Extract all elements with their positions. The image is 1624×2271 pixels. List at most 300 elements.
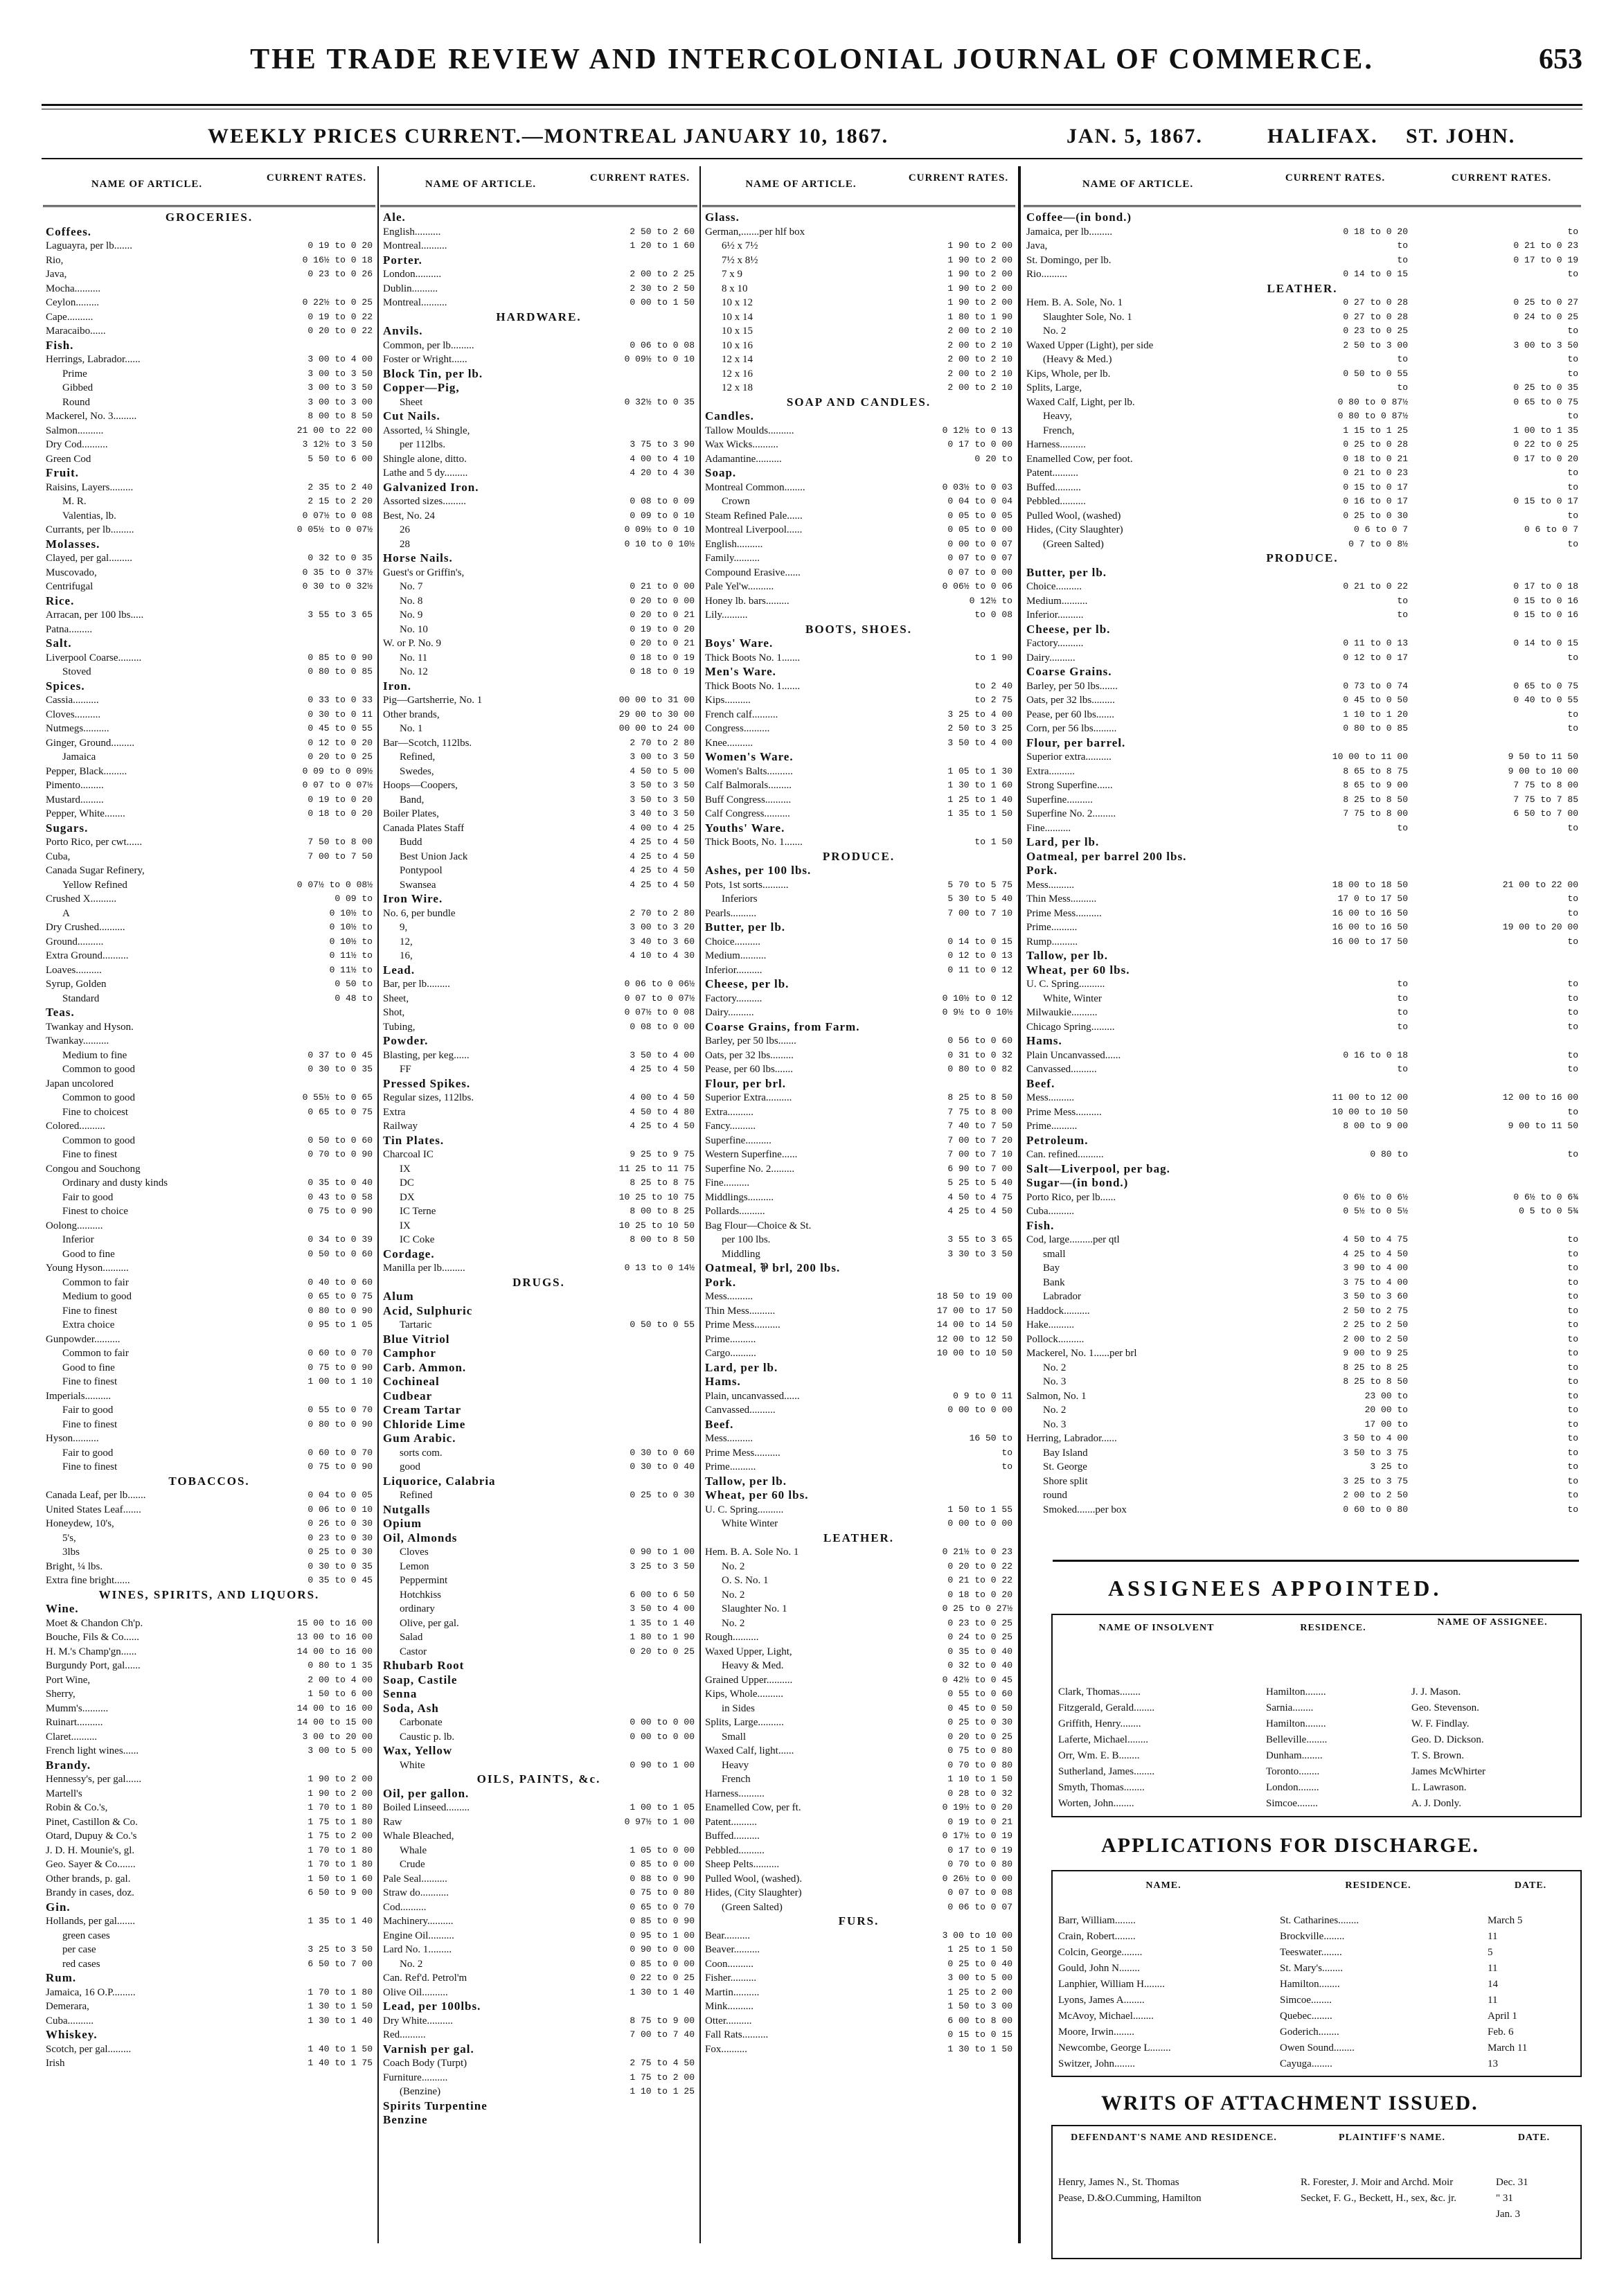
current-rate: 3 25 to 3 50 bbox=[307, 1944, 373, 1954]
current-rate: 0 90 to 0 00 bbox=[630, 1944, 695, 1954]
price-row bbox=[1024, 253, 1581, 268]
price-row bbox=[380, 523, 697, 537]
article-name: Mess.......... bbox=[705, 1291, 753, 1302]
article-name: Lard, per lb. bbox=[1026, 835, 1100, 848]
article-name: No. 10 bbox=[400, 623, 428, 635]
article-name: Salad bbox=[400, 1632, 423, 1643]
current-rate: 8 25 to 8 50 bbox=[947, 1092, 1012, 1103]
current-rate: 0 5½ to 0 5½ bbox=[1343, 1206, 1408, 1216]
current-rate: 0 6 to 0 7 bbox=[1353, 524, 1408, 535]
current-rate: 1 90 to 2 00 bbox=[947, 297, 1012, 308]
price-row bbox=[43, 1560, 375, 1574]
article-name: French light wines...... bbox=[46, 1745, 139, 1756]
price-row bbox=[43, 1134, 375, 1148]
article-name: Chloride Lime bbox=[383, 1417, 466, 1431]
table-cell: Toronto........ bbox=[1266, 1766, 1320, 1777]
current-rate: 23 00 to bbox=[1364, 1390, 1408, 1401]
current-rate: 0 97½ to 1 00 bbox=[624, 1816, 695, 1827]
article-name: Cheese, per lb. bbox=[705, 977, 789, 990]
current-rate: 2 00 to 2 50 bbox=[1343, 1333, 1408, 1344]
article-name: Loaves.......... bbox=[46, 964, 102, 976]
article-name: French calf.......... bbox=[705, 709, 778, 720]
article-name: Olive Oil.......... bbox=[383, 1986, 448, 1998]
price-row bbox=[43, 1844, 375, 1858]
halifax-date: JAN. 5, 1867. bbox=[1067, 125, 1203, 148]
article-name: Wine. bbox=[46, 1602, 79, 1615]
current-rate: 0 50 to bbox=[334, 979, 373, 989]
article-name: in Sides bbox=[722, 1702, 755, 1714]
category-heading bbox=[1024, 1034, 1581, 1049]
article-name: Bag Flour—Choice & St. bbox=[705, 1220, 812, 1231]
price-row bbox=[702, 267, 1015, 282]
current-rate: 4 25 to 4 50 bbox=[630, 837, 695, 847]
montreal-column-3 bbox=[702, 166, 1015, 2243]
price-row bbox=[702, 1006, 1015, 1020]
article-name: Factory.......... bbox=[1026, 638, 1084, 649]
article-name: Cuba.......... bbox=[1026, 1206, 1075, 1217]
current-rate: 3 25 to 3 50 bbox=[630, 1560, 695, 1571]
price-row bbox=[702, 452, 1015, 467]
article-name: Hides, (City Slaughter) bbox=[705, 1887, 802, 1898]
price-row bbox=[1024, 395, 1581, 410]
current-rate: 1 50 to 1 60 bbox=[307, 1873, 373, 1884]
current-rate: to 2 75 bbox=[974, 695, 1012, 705]
stjohn-rate: 0 5 to 0 5¾ bbox=[1519, 1206, 1578, 1216]
current-rate: 1 05 to 1 30 bbox=[947, 765, 1012, 776]
article-name: Centrifugal bbox=[46, 581, 93, 592]
current-rate: 2 70 to 2 80 bbox=[630, 737, 695, 748]
stjohn-rate: 7 75 to 7 85 bbox=[1513, 794, 1578, 805]
article-name: Fine to finest bbox=[62, 1461, 118, 1472]
category-heading bbox=[702, 920, 1015, 935]
current-rate: 0 75 to 0 90 bbox=[307, 1206, 373, 1216]
price-row bbox=[702, 1588, 1015, 1603]
price-row bbox=[43, 708, 375, 722]
price-row bbox=[43, 1957, 375, 1972]
current-rate: 3 00 to 4 00 bbox=[307, 354, 373, 364]
article-name: Brandy. bbox=[46, 1758, 91, 1772]
article-name: Hennessy's, per gal...... bbox=[46, 1774, 142, 1785]
article-name: Wax, Yellow bbox=[383, 1744, 453, 1757]
article-name: Dry White.......... bbox=[383, 2015, 453, 2027]
current-rate: to bbox=[1397, 822, 1408, 833]
article-name: No. 2 bbox=[722, 1560, 745, 1572]
price-row bbox=[43, 793, 375, 808]
price-row bbox=[43, 1943, 375, 1957]
price-row bbox=[43, 807, 375, 821]
stjohn-rate: to bbox=[1567, 992, 1578, 1004]
current-rate: 0 10½ to bbox=[329, 907, 373, 918]
price-row bbox=[43, 1730, 375, 1745]
price-row bbox=[702, 1503, 1015, 1517]
article-name: per case bbox=[62, 1944, 96, 1955]
article-name: Pontypool bbox=[400, 865, 443, 876]
category-heading bbox=[380, 1375, 697, 1389]
price-row bbox=[380, 1900, 697, 1915]
price-row bbox=[702, 807, 1015, 821]
current-rate: 16 00 to 17 50 bbox=[1332, 936, 1408, 947]
price-row bbox=[380, 1801, 697, 1815]
price-row bbox=[702, 1943, 1015, 1957]
article-name: U. C. Spring.......... bbox=[1026, 979, 1105, 990]
article-name: Labrador bbox=[1043, 1291, 1081, 1302]
current-rate: 9 00 to 9 25 bbox=[1343, 1348, 1408, 1358]
current-rate: 2 00 to 2 10 bbox=[947, 382, 1012, 393]
current-rate: 0 85 to 0 00 bbox=[630, 1859, 695, 1869]
price-row bbox=[702, 1219, 1015, 1234]
price-row bbox=[380, 2056, 697, 2071]
price-row bbox=[1024, 1049, 1581, 1063]
price-row bbox=[43, 1077, 375, 1092]
price-row bbox=[43, 1702, 375, 1716]
article-name: Copper—Pig, bbox=[383, 381, 460, 394]
article-name: White, Winter bbox=[1043, 992, 1102, 1004]
current-rate: 4 00 to 4 10 bbox=[630, 453, 695, 464]
table-cell: Smyth, Thomas........ bbox=[1058, 1782, 1145, 1793]
article-name: Band, bbox=[400, 794, 425, 805]
price-row bbox=[1024, 778, 1581, 793]
price-row bbox=[380, 878, 697, 893]
price-row bbox=[43, 878, 375, 893]
article-name: Beaver.......... bbox=[705, 1944, 760, 1955]
current-rate: 4 10 to 4 30 bbox=[630, 950, 695, 961]
article-name: Bouche, Fils & Co...... bbox=[46, 1632, 140, 1643]
category-heading bbox=[1024, 835, 1581, 850]
article-name: Pork. bbox=[705, 1275, 737, 1289]
category-heading bbox=[380, 367, 697, 382]
price-row bbox=[1024, 1503, 1581, 1517]
article-name: Compound Erasive...... bbox=[705, 567, 801, 578]
current-rate: 0 80 to 0 87½ bbox=[1337, 411, 1408, 421]
current-rate: 0 32½ to 0 35 bbox=[624, 396, 695, 407]
article-name: Other brands, p. gal. bbox=[46, 1873, 131, 1885]
price-row bbox=[380, 949, 697, 963]
price-row bbox=[380, 651, 697, 666]
article-name: Honey lb. bars......... bbox=[705, 595, 789, 607]
article-name: Common to good bbox=[62, 1064, 136, 1075]
current-rate: 29 00 to 30 00 bbox=[618, 709, 695, 720]
current-rate: 0 10½ to bbox=[329, 922, 373, 932]
price-row bbox=[702, 381, 1015, 395]
article-name: Fair to good bbox=[62, 1191, 114, 1203]
stjohn-rate: to bbox=[1567, 1376, 1578, 1387]
price-row bbox=[1024, 679, 1581, 694]
article-name: Railway bbox=[383, 1121, 418, 1132]
table-cell: Brockville........ bbox=[1280, 1931, 1345, 1942]
price-row bbox=[1024, 1418, 1581, 1432]
stjohn-rate: to bbox=[1567, 510, 1578, 521]
table-cell: March 11 bbox=[1488, 2042, 1528, 2054]
article-name: Fancy.......... bbox=[705, 1121, 756, 1132]
price-row bbox=[380, 636, 697, 651]
article-name: Refined, bbox=[400, 751, 436, 763]
current-rate: 0 25 to 0 28 bbox=[1343, 439, 1408, 449]
current-rate: 0 20 to 0 25 bbox=[947, 1731, 1012, 1742]
price-row bbox=[702, 1617, 1015, 1631]
writs-table bbox=[1051, 2125, 1582, 2259]
stjohn-rate: 0 15 to 0 16 bbox=[1513, 595, 1578, 606]
current-rate: 0 17½ to 0 19 bbox=[942, 1831, 1012, 1841]
article-name: No. 3 bbox=[1043, 1376, 1067, 1387]
price-row bbox=[702, 1702, 1015, 1716]
article-name: Hides, (City Slaughter) bbox=[1026, 524, 1123, 535]
article-name: Hoops—Coopers, bbox=[383, 780, 458, 791]
price-row bbox=[43, 1517, 375, 1531]
article-name: Patent.......... bbox=[1026, 467, 1078, 479]
price-row bbox=[1024, 424, 1581, 438]
stjohn-rate: 7 75 to 8 00 bbox=[1513, 780, 1578, 790]
article-name: Tin Plates. bbox=[383, 1133, 445, 1147]
article-name: Pale Seal.......... bbox=[383, 1873, 447, 1885]
article-name: Mackerel, No. 1......per brl bbox=[1026, 1348, 1137, 1359]
price-row bbox=[702, 566, 1015, 580]
current-rate: 0 85 to 0 00 bbox=[630, 1958, 695, 1969]
article-name: Tallow, per lb. bbox=[705, 1474, 787, 1488]
article-name: Teas. bbox=[46, 1006, 75, 1019]
article-name: Lard, per lb. bbox=[705, 1360, 778, 1374]
price-row bbox=[1024, 1247, 1581, 1262]
price-row bbox=[1024, 1233, 1581, 1247]
price-row bbox=[1024, 466, 1581, 481]
article-name: Oatmeal, per barrel 200 lbs. bbox=[1026, 849, 1187, 863]
current-rate: to 1 50 bbox=[974, 837, 1012, 847]
price-row bbox=[380, 1986, 697, 2000]
current-rate: 1 15 to 1 25 bbox=[1343, 425, 1408, 436]
page-header bbox=[42, 43, 1582, 87]
price-row bbox=[1024, 1446, 1581, 1461]
current-rate: 0 37 to 0 45 bbox=[307, 1049, 373, 1060]
price-row bbox=[43, 1645, 375, 1659]
price-row bbox=[1024, 523, 1581, 537]
table-cell: " 31 bbox=[1496, 2193, 1513, 2204]
article-name: J. D. H. Mounie's, gl. bbox=[46, 1844, 135, 1856]
price-row bbox=[702, 651, 1015, 666]
price-row bbox=[702, 339, 1015, 353]
current-rate: 0 20 to 0 21 bbox=[630, 638, 695, 648]
table-cell: 11 bbox=[1488, 1963, 1498, 1974]
article-name: Pressed Spikes. bbox=[383, 1076, 471, 1090]
article-name: (Benzine) bbox=[400, 2086, 441, 2097]
current-rate: 15 00 to 16 00 bbox=[296, 1617, 373, 1628]
article-name: Straw do........... bbox=[383, 1887, 449, 1898]
price-row bbox=[1024, 495, 1581, 509]
current-rate: 1 90 to 2 00 bbox=[947, 254, 1012, 265]
stjohn-rate: to bbox=[1567, 538, 1578, 549]
price-row bbox=[1024, 1475, 1581, 1489]
current-rate: 1 75 to 2 00 bbox=[630, 2072, 695, 2083]
stjohn-rate: to bbox=[1567, 1447, 1578, 1458]
article-name: Tallow, per lb. bbox=[1026, 949, 1108, 962]
category-heading bbox=[702, 864, 1015, 878]
price-row bbox=[702, 1602, 1015, 1617]
article-name: Arracan, per 100 lbs..... bbox=[46, 609, 144, 621]
current-rate: 0 20 to 0 21 bbox=[630, 609, 695, 620]
article-name: Extra.......... bbox=[1026, 765, 1075, 777]
article-name: Spices. bbox=[46, 679, 85, 693]
article-name: Laguayra, per lb....... bbox=[46, 240, 132, 251]
current-rate: 0 24 to 0 25 bbox=[947, 1632, 1012, 1642]
article-name: Petroleum. bbox=[1026, 1133, 1089, 1147]
stjohn-rate: 0 15 to 0 16 bbox=[1513, 609, 1578, 620]
article-name: Oil, Almonds bbox=[383, 1531, 458, 1544]
category-heading bbox=[1024, 1134, 1581, 1148]
price-row bbox=[43, 310, 375, 325]
price-row bbox=[702, 1929, 1015, 1943]
price-row bbox=[702, 537, 1015, 552]
price-row bbox=[1024, 1204, 1581, 1219]
table-cell: Laferte, Michael........ bbox=[1058, 1734, 1148, 1745]
halifax-column bbox=[1024, 166, 1581, 1523]
article-name: Scotch, per gal......... bbox=[46, 2043, 132, 2055]
stjohn-rate: 0 25 to 0 27 bbox=[1513, 297, 1578, 308]
article-name: Varnish per gal. bbox=[383, 2042, 474, 2056]
article-name: Canada Leaf, per lb....... bbox=[46, 1490, 146, 1501]
price-row bbox=[1024, 1105, 1581, 1120]
article-name: Imperials.......... bbox=[46, 1390, 111, 1402]
article-name: Caustic p. lb. bbox=[400, 1731, 455, 1743]
article-name: Salt—Liverpool, per bag. bbox=[1026, 1161, 1170, 1175]
current-rate: 0 75 to 0 80 bbox=[630, 1887, 695, 1898]
current-rate: 1 35 to 1 40 bbox=[630, 1617, 695, 1628]
article-name: Ginger, Ground......... bbox=[46, 737, 135, 749]
price-row bbox=[380, 864, 697, 878]
article-name: Lily.......... bbox=[705, 609, 748, 621]
current-rate: 0 25 to 0 30 bbox=[630, 1490, 695, 1500]
current-rate: 0 08 to 0 00 bbox=[630, 1021, 695, 1032]
stjohn-rate: to bbox=[1567, 1333, 1578, 1344]
article-name: Raw bbox=[383, 1816, 402, 1828]
category-heading bbox=[1024, 949, 1581, 963]
article-name: Green Cod bbox=[46, 453, 91, 465]
current-rate: 1 50 to 1 55 bbox=[947, 1504, 1012, 1515]
price-row bbox=[43, 1418, 375, 1432]
article-name: Pig—Gartsherrie, No. 1 bbox=[383, 695, 483, 706]
article-name: No. 2 bbox=[1043, 326, 1067, 337]
article-name: Sheet bbox=[400, 396, 423, 408]
article-name: Fine to finest bbox=[62, 1418, 118, 1430]
stjohn-rate: to bbox=[1567, 893, 1578, 904]
stjohn-rate: 0 65 to 0 75 bbox=[1513, 396, 1578, 407]
article-name: Cassia.......... bbox=[46, 695, 99, 706]
price-row bbox=[702, 253, 1015, 268]
current-rate: 0 20 to 0 22 bbox=[307, 326, 373, 336]
article-name: Pulled Wool, (washed). bbox=[705, 1873, 803, 1885]
section-heading bbox=[380, 310, 697, 325]
current-rate: 3 25 to 4 00 bbox=[947, 709, 1012, 720]
price-row bbox=[380, 835, 697, 850]
article-name: Tartaric bbox=[400, 1319, 432, 1330]
article-name: Java, bbox=[46, 269, 67, 280]
stjohn-rate: to bbox=[1567, 1405, 1578, 1415]
price-row bbox=[1024, 1488, 1581, 1503]
price-row bbox=[43, 1815, 375, 1830]
article-name: Gunpowder.......... bbox=[46, 1333, 121, 1345]
article-name: Montreal Common........ bbox=[705, 481, 805, 493]
price-row bbox=[43, 1020, 375, 1035]
current-rate: 0 20 to 0 25 bbox=[307, 751, 373, 762]
article-name: English.......... bbox=[705, 538, 763, 550]
price-row bbox=[702, 1062, 1015, 1077]
current-rate: 13 00 to 16 00 bbox=[296, 1632, 373, 1642]
article-name: Nutgalls bbox=[383, 1502, 431, 1516]
article-name: Heavy, bbox=[1043, 411, 1072, 422]
price-row bbox=[43, 1929, 375, 1943]
category-heading bbox=[702, 1488, 1015, 1503]
current-rate: 0 95 to 1 00 bbox=[630, 1930, 695, 1941]
current-rate: 0 45 to 0 55 bbox=[307, 723, 373, 733]
table-cell: Fitzgerald, Gerald........ bbox=[1058, 1702, 1155, 1713]
current-rate: to 0 08 bbox=[974, 609, 1012, 620]
article-name: Molasses. bbox=[46, 537, 100, 551]
price-row bbox=[43, 1389, 375, 1404]
price-row bbox=[702, 225, 1015, 240]
current-rate: 3 00 to 5 00 bbox=[947, 1972, 1012, 1983]
current-rate: 6 00 to 8 00 bbox=[947, 2015, 1012, 2026]
current-rate: 0 07 to 0 08 bbox=[947, 1887, 1012, 1898]
article-name: No. 2 bbox=[722, 1617, 745, 1629]
th-residence: RESIDENCE. bbox=[1345, 1880, 1411, 1891]
price-row bbox=[1024, 324, 1581, 339]
category-heading bbox=[43, 1971, 375, 1986]
price-row bbox=[380, 1219, 697, 1234]
article-name: Alum bbox=[383, 1290, 414, 1303]
current-rate: 1 25 to 1 50 bbox=[947, 1944, 1012, 1954]
montreal-column-1 bbox=[43, 166, 375, 2243]
article-name: Harness.......... bbox=[705, 1788, 765, 1799]
current-rate: 3 00 to 5 00 bbox=[307, 1745, 373, 1756]
price-row bbox=[1024, 452, 1581, 467]
current-rate: 7 00 to 7 40 bbox=[630, 2029, 695, 2040]
stjohn-rate: 0 6½ to 0 6¾ bbox=[1513, 1191, 1578, 1202]
price-row bbox=[380, 452, 697, 467]
article-name: Flour, per barrel. bbox=[1026, 736, 1126, 749]
article-name: WINES, SPIRITS, AND LIQUORS. bbox=[98, 1587, 320, 1601]
category-heading bbox=[43, 636, 375, 651]
stjohn-rate: to bbox=[1567, 907, 1578, 918]
stjohn-rate: to bbox=[1567, 1418, 1578, 1430]
th-insolvent: NAME OF INSOLVENT bbox=[1098, 1623, 1215, 1633]
article-name: Prime.......... bbox=[1026, 1121, 1078, 1132]
current-rate: to 1 90 bbox=[974, 652, 1012, 663]
article-name: No. 2 bbox=[1043, 1405, 1067, 1416]
article-name: Boiled Linseed......... bbox=[383, 1802, 470, 1813]
price-row bbox=[380, 765, 697, 779]
article-name: Iron Wire. bbox=[383, 892, 443, 905]
current-rate: 0 26½ to 0 00 bbox=[942, 1873, 1012, 1884]
category-heading bbox=[1024, 850, 1581, 864]
price-row bbox=[380, 1971, 697, 1986]
article-name: Inferior.......... bbox=[1026, 609, 1084, 621]
article-name: Geo. Sayer & Co....... bbox=[46, 1859, 136, 1870]
article-name: No. 9 bbox=[400, 609, 423, 621]
article-name: Buff Congress.......... bbox=[705, 794, 792, 805]
article-name: Regular sizes, 112lbs. bbox=[383, 1092, 474, 1103]
current-rate: 3 50 to 4 00 bbox=[1343, 1433, 1408, 1443]
article-name: Lard No. 1......... bbox=[383, 1944, 452, 1955]
article-name: (Green Salted) bbox=[1043, 538, 1104, 550]
article-name: No. 1 bbox=[400, 723, 423, 734]
article-name: Family.......... bbox=[705, 553, 760, 564]
article-name: Common to fair bbox=[62, 1276, 129, 1288]
price-row bbox=[702, 1630, 1015, 1645]
category-heading bbox=[702, 750, 1015, 765]
current-rate: 2 00 to 2 10 bbox=[947, 326, 1012, 336]
current-rate: 0 07 to 0 00 bbox=[947, 567, 1012, 578]
price-row bbox=[1024, 537, 1581, 552]
price-row bbox=[702, 1574, 1015, 1588]
article-name: Ashes, per 100 lbs. bbox=[705, 864, 812, 877]
price-row bbox=[380, 353, 697, 367]
